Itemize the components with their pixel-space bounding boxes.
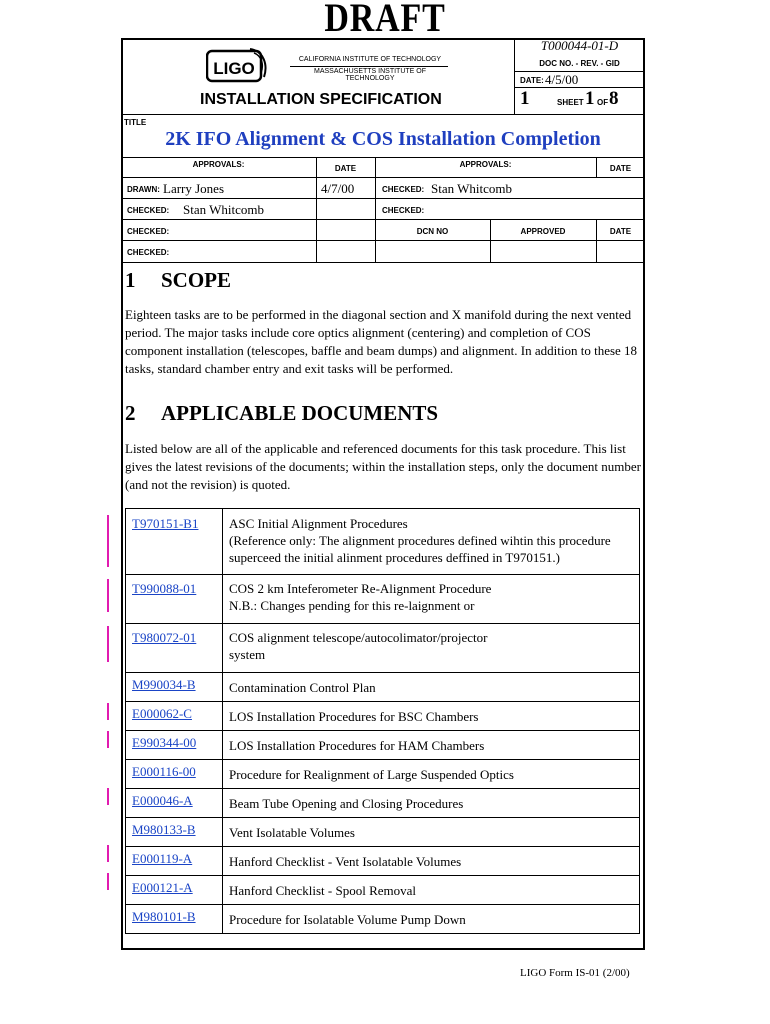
- doc-link[interactable]: E000062-C: [126, 702, 223, 731]
- checked-label-right-2: CHECKED:: [382, 206, 425, 215]
- approvals-header-right: APPROVALS:: [459, 160, 512, 169]
- table-row: [126, 673, 640, 702]
- revision-bar: [107, 731, 109, 748]
- revision-bar: [107, 788, 109, 805]
- revision-bar: [107, 515, 109, 567]
- table-row: [126, 575, 640, 624]
- table-row: [126, 731, 640, 760]
- table-row: [126, 702, 640, 731]
- approvals-header-left: APPROVALS:: [192, 160, 245, 169]
- doc-title: ASC Initial Alignment Procedures: [229, 516, 408, 531]
- title-label: TITLE: [124, 118, 147, 127]
- applicable-number: 2: [125, 401, 136, 425]
- document-title: 2K IFO Alignment & COS Installation Completion: [165, 128, 601, 150]
- applicable-heading: APPLICABLE DOCUMENTS: [161, 401, 439, 425]
- spec-title: INSTALLATION SPECIFICATION: [200, 91, 442, 108]
- doc-id: T000044-01-D: [540, 38, 619, 53]
- table-row: [126, 876, 640, 905]
- approvals-row1-rule: [121, 198, 645, 199]
- doc-title: LOS Installation Procedures for HAM Chambers: [223, 731, 640, 760]
- of-label: OF: [597, 98, 609, 107]
- doc-title: Hanford Checklist - Spool Removal: [223, 876, 640, 905]
- doc-no-label: DOC NO. - REV. - GID: [539, 59, 620, 68]
- checked-label-left-2: CHECKED:: [127, 227, 170, 236]
- drawn-name: Larry Jones: [163, 181, 225, 196]
- header-divider: [121, 114, 645, 115]
- approved-label: APPROVED: [520, 227, 566, 236]
- scope-number: 1: [125, 268, 136, 292]
- approvals-bottom-rule: [121, 262, 645, 263]
- logo-text: LIGO: [213, 59, 255, 78]
- doc-title-cell: [223, 509, 640, 575]
- doc-note: (Reference only: The alignment procedures defined wihtin this procedure superceed the initial alinment procedures deffined in T970151.): [229, 533, 611, 565]
- drawn-date: 4/7/00: [321, 181, 355, 196]
- checked-label-left-3: CHECKED:: [127, 248, 170, 257]
- scope-text: Eighteen tasks are to be performed in the diagonal section and X manifold during the next vented period. The major tasks include core optics alignment (centering) and completion of COS component installation (telescopes, baffle and beam dumps) and alignment. In addition to these 18 tasks, standard chamber entry and exit tasks will be performed.: [125, 307, 638, 376]
- revision-bar: [107, 845, 109, 862]
- revision-bar: [107, 703, 109, 720]
- doc-title: Beam Tube Opening and Closing Procedures: [223, 789, 640, 818]
- doc-link[interactable]: T990088-01: [126, 575, 223, 624]
- table-row: [126, 789, 640, 818]
- approvals-top-rule: [121, 157, 645, 158]
- checked-name-left: Stan Whitcomb: [183, 202, 265, 217]
- dcn-no-label: DCN NO: [416, 227, 449, 236]
- doc-title: COS 2 km Inteferometer Re-Alignment Procedure: [229, 581, 492, 596]
- doc-title: Vent Isolatable Volumes: [223, 818, 640, 847]
- doc-title: Contamination Control Plan: [223, 673, 640, 702]
- doc-link[interactable]: M990034-B: [126, 673, 223, 702]
- revision-bar: [107, 579, 109, 612]
- approvals-col-mid: [375, 157, 376, 262]
- revision-bar: [107, 873, 109, 890]
- table-row: [126, 818, 640, 847]
- form-footer: LIGO Form IS-01 (2/00): [520, 967, 630, 979]
- sheet-total: 8: [609, 88, 619, 109]
- table-row: [126, 847, 640, 876]
- dcn-col-date: [596, 219, 597, 262]
- sheet-divider: [514, 87, 645, 88]
- scope-heading: SCOPE: [161, 268, 232, 292]
- applicable-documents-table: [125, 508, 640, 934]
- date-value: 4/5/00: [545, 72, 579, 87]
- doc-title: Procedure for Realignment of Large Suspended Optics: [223, 760, 640, 789]
- dcn-col-approved: [490, 219, 491, 262]
- doc-link[interactable]: M980101-B: [126, 905, 223, 934]
- doc-link[interactable]: T980072-01: [126, 624, 223, 673]
- doc-link[interactable]: E000116-00: [126, 760, 223, 789]
- table-row: [126, 760, 640, 789]
- drawn-label: DRAWN:: [127, 185, 160, 194]
- doc-title: COS alignment telescope/autocolimator/projector: [229, 630, 488, 645]
- doc-link[interactable]: M980133-B: [126, 818, 223, 847]
- approvals-date-header: DATE: [334, 164, 357, 173]
- approvals-row2-rule: [121, 219, 645, 220]
- institution-caltech: CALIFORNIA INSTITUTE OF TECHNOLOGY: [298, 56, 442, 63]
- doc-link[interactable]: E000046-A: [126, 789, 223, 818]
- table-row: [126, 624, 640, 673]
- checked-label-left-1: CHECKED:: [127, 206, 170, 215]
- sheet-number: 1: [585, 88, 595, 109]
- revision-bar: [107, 626, 109, 662]
- doc-link[interactable]: E000119-A: [126, 847, 223, 876]
- sheet-label: SHEET: [557, 98, 584, 107]
- date-divider: [514, 71, 645, 72]
- table-row: [126, 509, 640, 575]
- approvals-header-rule: [121, 177, 645, 178]
- doc-note: N.B.: Changes pending for this re-laignment or: [229, 598, 475, 613]
- doc-note: system: [229, 647, 266, 662]
- dcn-date-label: DATE: [609, 227, 632, 236]
- draft-watermark: DRAFT: [324, 0, 446, 40]
- institution-rule: [290, 66, 448, 67]
- date-label: DATE:: [520, 76, 544, 85]
- approvals-date-header-right: DATE: [609, 164, 632, 173]
- doc-title-cell: [223, 624, 640, 673]
- doc-link[interactable]: E990344-00: [126, 731, 223, 760]
- approvals-row3-rule: [121, 240, 645, 241]
- checked-name-right: Stan Whitcomb: [431, 181, 513, 196]
- doc-title-cell: [223, 575, 640, 624]
- checked-label-right-1: CHECKED:: [382, 185, 425, 194]
- doc-title: Hanford Checklist - Vent Isolatable Volumes: [223, 847, 640, 876]
- doc-title: LOS Installation Procedures for BSC Chambers: [223, 702, 640, 731]
- institution-mit: MASSACHUSETTS INSTITUTE OF TECHNOLOGY: [313, 68, 426, 82]
- applicable-text: Listed below are all of the applicable and referenced documents for this task procedure. This list gives the latest revisions of the documents; within the installation steps, only the document number (and not the revision) is quoted.: [125, 441, 641, 492]
- doc-title: Procedure for Isolatable Volume Pump Down: [223, 905, 640, 934]
- doc-link[interactable]: T970151-B1: [126, 509, 223, 575]
- table-row: [126, 905, 640, 934]
- doc-link[interactable]: E000121-A: [126, 876, 223, 905]
- revision-number: 1: [520, 88, 530, 109]
- ligo-logo: [206, 47, 270, 83]
